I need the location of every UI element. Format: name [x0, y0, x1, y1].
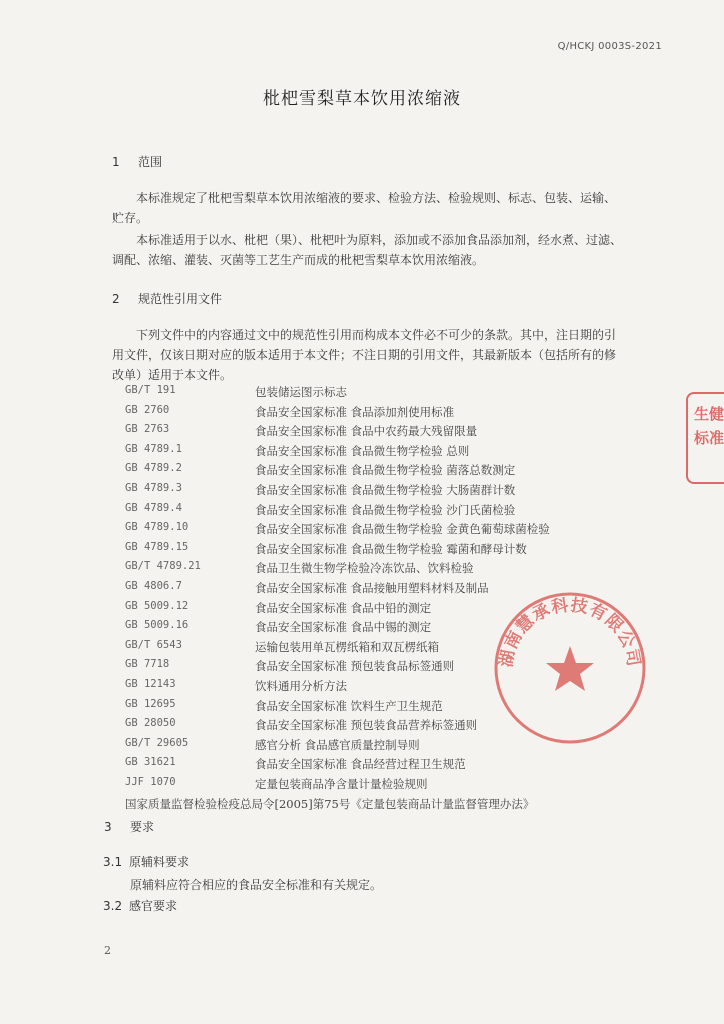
- section-3-heading: [104, 818, 154, 835]
- section-label: 原辅料要求: [129, 855, 190, 869]
- reference-name: 食品安全国家标准 食品微生物学检验 沙门氏菌检验: [255, 502, 516, 517]
- section-number: 1: [112, 155, 120, 169]
- reference-code: GB 4789.2: [125, 462, 182, 475]
- reference-code: GB 28050: [125, 717, 176, 730]
- reference-extra-line: 国家质量监督检验检疫总局令[2005]第75号《定量包装商品计量监督管理办法》: [125, 796, 535, 811]
- reference-code: GB 4789.10: [125, 521, 189, 534]
- section-number: 3.2: [103, 899, 123, 913]
- side-stamp: [686, 392, 724, 484]
- reference-code: GB 4789.3: [125, 482, 182, 494]
- section-number: 2: [112, 292, 120, 306]
- reference-code: GB/T 6543: [125, 638, 182, 651]
- reference-name: 食品安全国家标准 食品微生物学检验 大肠菌群计数: [255, 483, 516, 497]
- reference-name: 食品安全国家标准 食品中锡的测定: [255, 620, 432, 635]
- reference-name: 食品安全国家标准 食品中铅的测定: [255, 600, 432, 615]
- section-3-1-heading: [103, 853, 189, 870]
- side-stamp-line: 生健: [694, 405, 724, 423]
- reference-name: 食品安全国家标准 食品接触用塑料材料及制品: [255, 581, 489, 595]
- reference-name: 食品安全国家标准 预包装食品标签通则: [255, 659, 455, 674]
- reference-name: 食品安全国家标准 食品添加剂使用标准: [255, 404, 455, 419]
- reference-name: 食品安全国家标准 食品经营过程卫生规范: [255, 757, 466, 772]
- reference-code: GB 12695: [125, 697, 176, 710]
- reference-code: GB 2763: [125, 423, 170, 436]
- reference-name: 包装储运图示标志: [255, 385, 347, 399]
- document-title: 枇杷雪梨草本饮用浓缩液: [263, 89, 461, 109]
- reference-name: 食品安全国家标准 食品微生物学检验 菌落总数测定: [255, 463, 516, 478]
- document-code: Q/HCKJ 0003S-2021: [557, 41, 662, 52]
- section-label: 要求: [130, 820, 155, 834]
- reference-name: 食品安全国家标准 食品微生物学检验 霉菌和酵母计数: [255, 541, 527, 556]
- reference-code: GB 5009.16: [125, 619, 189, 632]
- company-seal: [490, 588, 650, 748]
- reference-name: 饮料通用分析方法: [255, 679, 347, 693]
- section-2-paragraph-1: 下列文件中的内容通过文中的规范性引用而构成本文件必不可少的条款。其中，注日期的引用文件，仅该日期对应的版本适用于本文件；不注日期的引用文件，其最新版本（包括所有的修改单）适用于本文件。: [112, 328, 617, 382]
- reference-code: GB 7718: [125, 658, 170, 671]
- reference-name: 运输包装用单瓦楞纸箱和双瓦楞纸箱: [255, 639, 439, 654]
- reference-name: 食品安全国家标准 食品微生物学检验 金黄色葡萄球菌检验: [255, 522, 550, 537]
- section-2-heading: [112, 290, 222, 307]
- reference-code: GB/T 29605: [125, 736, 189, 749]
- reference-code: GB 2760: [125, 403, 170, 416]
- reference-name: 食品安全国家标准 饮料生产卫生规范: [255, 698, 443, 713]
- side-stamp-line: 标准: [694, 429, 724, 447]
- section-label: 规范性引用文件: [138, 292, 223, 306]
- section-3-1-text: 原辅料应符合相应的食品安全标准和有关规定。: [130, 878, 383, 892]
- section-3-2-heading: [103, 897, 177, 914]
- section-label: 范围: [138, 155, 163, 169]
- reference-code: JJF 1070: [125, 776, 176, 788]
- reference-name: 感官分析 食品感官质量控制导则: [255, 737, 420, 752]
- reference-name: 食品安全国家标准 食品中农药最大残留限量: [255, 424, 478, 439]
- section-1-paragraph-1: 本标准规定了枇杷雪梨草本饮用浓缩液的要求、检验方法、检验规则、标志、包装、运输、贮存。: [112, 191, 617, 225]
- reference-name: 食品安全国家标准 食品微生物学检验 总则: [255, 443, 470, 458]
- section-number: 3: [104, 820, 112, 834]
- reference-code: GB/T 4789.21: [125, 560, 201, 573]
- reference-code: GB/T 191: [125, 384, 176, 396]
- reference-code: GB 31621: [125, 756, 176, 769]
- reference-code: GB 12143: [125, 678, 176, 690]
- section-1-heading: [112, 153, 162, 170]
- seal-star-icon: [546, 646, 594, 691]
- reference-code: GB 4789.1: [125, 442, 182, 455]
- reference-code: GB 4789.4: [125, 501, 182, 514]
- reference-name: 定量包装商品净含量计量检验规则: [255, 777, 428, 791]
- reference-name: 食品安全国家标准 预包装食品营养标签通则: [255, 718, 478, 733]
- reference-code: GB 4789.15: [125, 540, 189, 553]
- section-label: 感官要求: [129, 899, 178, 913]
- section-1-paragraph-2: 本标准适用于以水、枇杷（果）、枇杷叶为原料，添加或不添加食品添加剂，经水煮、过滤、调配、浓缩、灌装、灭菌等工艺生产而成的枇杷雪梨草本饮用浓缩液。: [112, 233, 623, 267]
- reference-name: 食品卫生微生物学检验冷冻饮品、饮料检验: [255, 561, 474, 576]
- svg-text:湖南慧承科技有限公司: 湖南慧承科技有限公司: [496, 595, 644, 669]
- page-number: 2: [104, 944, 111, 957]
- reference-code: GB 4806.7: [125, 580, 182, 592]
- section-number: 3.1: [103, 855, 123, 869]
- reference-code: GB 5009.12: [125, 599, 189, 612]
